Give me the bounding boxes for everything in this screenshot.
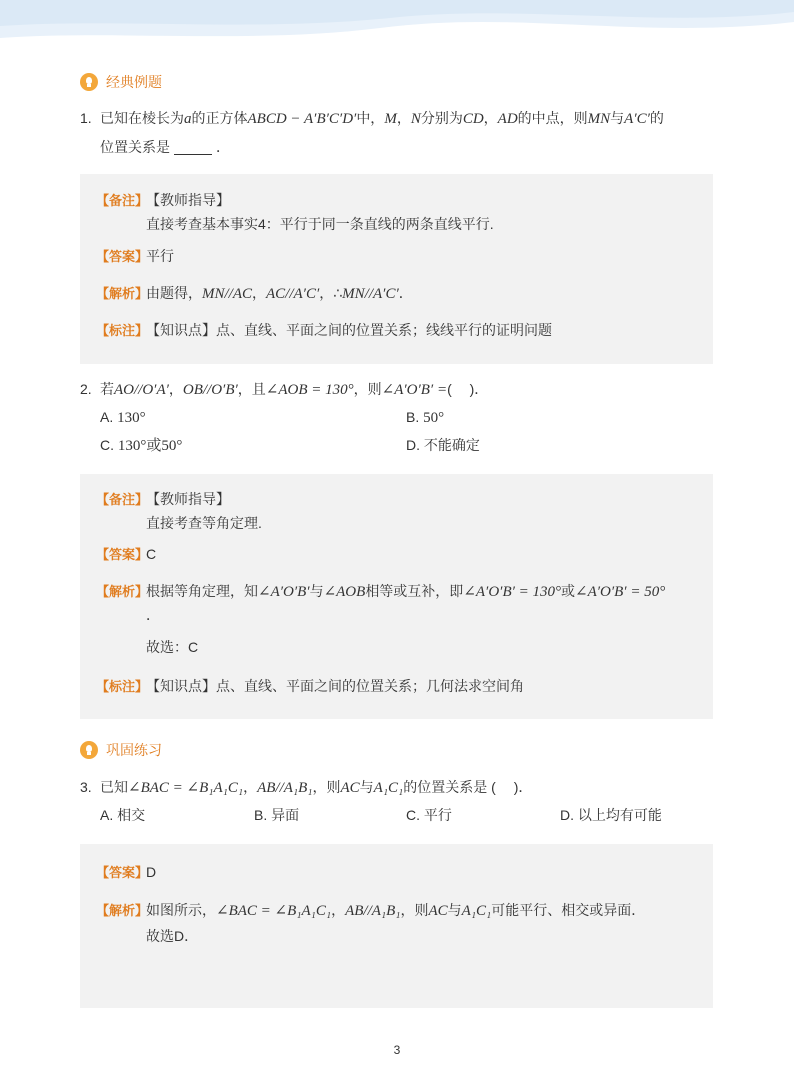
text: 已知 xyxy=(100,779,128,795)
solution-row xyxy=(96,283,703,304)
option-key: A. xyxy=(100,409,114,425)
note-row xyxy=(96,489,703,510)
option-value: 130°或50° xyxy=(117,438,183,454)
solution-label: 【解析】 xyxy=(96,903,149,918)
section-title: 巩固练习 xyxy=(106,742,162,758)
math: AC xyxy=(340,780,360,796)
text: 中， xyxy=(356,110,385,126)
note-detail: 直接考查基本事实4：平行于同一条直线的两条直线平行. xyxy=(146,216,494,232)
math: ∠A′O′B′ = xyxy=(381,382,448,398)
option-d[interactable] xyxy=(406,435,480,455)
option-value: 平行 xyxy=(423,807,452,823)
text: 的中点，则 xyxy=(517,110,588,126)
math: ∠A′O′B′ = 50° xyxy=(575,584,666,600)
question-1 xyxy=(80,108,720,157)
math: a xyxy=(184,111,192,127)
option-value: 相交 xyxy=(117,807,146,823)
text: 如图所示， xyxy=(146,902,216,918)
solution-row xyxy=(96,900,703,921)
note-label: 【备注】 xyxy=(96,193,149,208)
text: 相等或互补，即 xyxy=(365,583,464,599)
math: OB//O′B′ xyxy=(182,382,238,398)
section-title: 经典例题 xyxy=(106,74,162,90)
lightbulb-icon xyxy=(80,73,98,91)
math: MN//AC xyxy=(202,286,253,302)
option-value: 130° xyxy=(117,410,146,426)
section-header-practice xyxy=(80,740,162,760)
solution-label: 【解析】 xyxy=(96,286,149,301)
option-key: A. xyxy=(100,807,114,823)
text: ， xyxy=(483,110,498,126)
text: ， xyxy=(396,110,411,126)
question-number: 2. xyxy=(80,381,92,397)
math: MN//A′C′ xyxy=(342,286,399,302)
text: 分别为 xyxy=(420,110,463,126)
text: 与 xyxy=(309,583,324,599)
option-c[interactable] xyxy=(406,805,452,825)
lightbulb-icon xyxy=(80,741,98,759)
section-header-examples xyxy=(80,72,162,92)
math: ∠A′O′B′ xyxy=(258,584,310,600)
option-key: B. xyxy=(406,409,420,425)
option-b[interactable] xyxy=(406,407,444,428)
answer-row xyxy=(96,246,703,267)
answer-value: C xyxy=(146,546,157,562)
header-wave-decoration xyxy=(0,0,794,60)
math: AD xyxy=(497,111,518,127)
option-a[interactable] xyxy=(100,407,146,428)
math: ∠A′O′B′ = 130° xyxy=(463,584,562,600)
text: 与 xyxy=(447,902,462,918)
option-key: C. xyxy=(406,807,420,823)
note-row xyxy=(96,190,703,211)
page-number: 3 xyxy=(393,1043,401,1057)
answer-blank xyxy=(174,140,212,155)
tag-row xyxy=(96,676,703,697)
answer-value: 平行 xyxy=(146,248,174,264)
answer-box-3 xyxy=(80,844,713,1008)
math: ∠AOB xyxy=(323,584,366,600)
text: 【知识点】点、直线、平面之间的位置关系；几何法求空间角 xyxy=(146,678,524,694)
text: ， xyxy=(243,779,258,795)
text: ， xyxy=(331,902,346,918)
text: 已知在棱长为 xyxy=(100,110,184,126)
option-key: B. xyxy=(254,807,268,823)
text: 的位置关系是 ( )． xyxy=(403,779,533,795)
tag-label: 【标注】 xyxy=(96,323,149,338)
answer-label: 【答案】 xyxy=(96,249,149,264)
math: ABCD − A′B′C′D′ xyxy=(247,111,357,127)
math: A′C′ xyxy=(624,111,650,127)
note-label: 【备注】 xyxy=(96,492,149,507)
question-number: 3. xyxy=(80,779,92,795)
answer-row xyxy=(96,862,703,883)
text: 的正方体 xyxy=(191,110,248,126)
math: MN xyxy=(587,111,611,127)
math: N xyxy=(410,111,421,127)
text: 【教师指导】 xyxy=(146,491,230,507)
text: 【知识点】点、直线、平面之间的位置关系；线线平行的证明问题 xyxy=(146,322,552,338)
answer-box-1 xyxy=(80,174,713,364)
option-value: 50° xyxy=(423,410,445,426)
math: AC//A′C′ xyxy=(266,286,320,302)
option-value: 以上均有可能 xyxy=(577,807,662,823)
option-key: D. xyxy=(406,437,420,453)
solution-choice: 故选：C xyxy=(146,639,199,655)
math: ∠BAC = ∠B₁A₁C₁ xyxy=(216,903,332,919)
text: 若 xyxy=(100,381,114,397)
text: 与 xyxy=(359,779,374,795)
text: 可能平行、相交或异面． xyxy=(491,902,646,918)
option-c[interactable] xyxy=(100,435,182,456)
math: ∠BAC = ∠B₁A₁C₁ xyxy=(128,780,244,796)
solution-choice: 故选D． xyxy=(146,928,199,944)
text: ，∴ xyxy=(319,285,343,301)
math: AC xyxy=(428,903,448,919)
solution-row xyxy=(96,581,703,602)
answer-value: D xyxy=(146,864,157,880)
text: 与 xyxy=(610,110,625,126)
text: 【教师指导】 xyxy=(146,192,230,208)
text: ，则 xyxy=(353,381,382,397)
answer-box-2 xyxy=(80,474,713,719)
option-d[interactable] xyxy=(560,805,662,825)
option-key: C. xyxy=(100,437,114,453)
text: ， xyxy=(252,285,267,301)
math: AB//A₁B₁ xyxy=(257,780,313,796)
option-value: 不能确定 xyxy=(423,437,480,453)
text: 由题得， xyxy=(146,285,202,301)
text: 的 xyxy=(649,110,664,126)
question-2 xyxy=(80,379,720,400)
text: 或 xyxy=(561,583,576,599)
text: 根据等角定理，知 xyxy=(146,583,258,599)
answer-label: 【答案】 xyxy=(96,865,149,880)
answer-label: 【答案】 xyxy=(96,547,149,562)
math: ∠AOB = 130° xyxy=(265,382,354,398)
text: ， xyxy=(168,381,183,397)
answer-row xyxy=(96,544,703,565)
math: AO//O′A′ xyxy=(114,382,169,398)
text: ( )． xyxy=(447,381,489,397)
text: 位置关系是 xyxy=(100,139,170,155)
tag-label: 【标注】 xyxy=(96,679,149,694)
text: ． xyxy=(216,139,230,155)
math: CD xyxy=(462,111,484,127)
question-number: 1. xyxy=(80,110,92,126)
tag-row xyxy=(96,320,703,341)
option-value: 异面 xyxy=(271,807,300,823)
text: ． xyxy=(398,285,413,301)
solution-dot: ． xyxy=(146,607,160,623)
option-key: D. xyxy=(560,807,574,823)
math: A₁C₁ xyxy=(373,780,404,796)
option-b[interactable] xyxy=(254,805,299,825)
text: ，则 xyxy=(400,902,429,918)
text: ，且 xyxy=(237,381,266,397)
math: A₁C₁ xyxy=(461,903,492,919)
math: M xyxy=(384,111,397,127)
option-a[interactable] xyxy=(100,805,145,825)
solution-label: 【解析】 xyxy=(96,584,149,599)
note-detail: 直接考查等角定理. xyxy=(146,515,262,531)
text: ，则 xyxy=(312,779,341,795)
math: AB//A₁B₁ xyxy=(345,903,401,919)
question-3 xyxy=(80,777,720,798)
